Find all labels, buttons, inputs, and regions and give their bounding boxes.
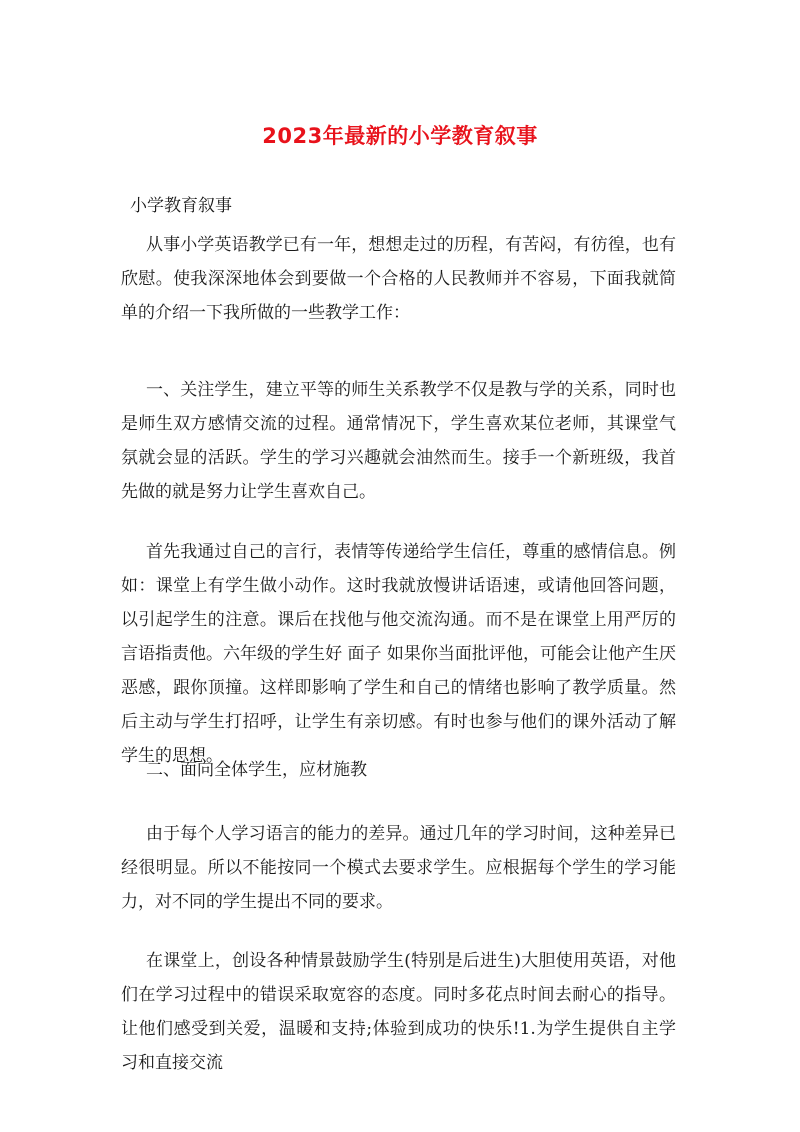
section-two-heading: 二、面向全体学生，应材施教 <box>146 760 367 780</box>
paragraph-section-one: 一、关注学生，建立平等的师生关系教学不仅是教与学的关系，同时也是师生双方感情交流的过程。通常情况下，学生喜欢某位老师，其课堂气氛就会显的活跃。学生的学习兴趣就会油然而生。接手一个新班级，我首先做的就是努力让学生喜欢自己。 <box>121 380 676 502</box>
document-title: 2023年最新的小学教育叙事 <box>262 124 538 148</box>
document-subtitle: 小学教育叙事 <box>130 196 232 216</box>
paragraph-intro: 从事小学英语教学已有一年，想想走过的历程，有苦闷，有彷徨，也有欣慰。使我深深地体会到要做一个合格的人民教师并不容易，下面我就简单的介绍一下我所做的一些教学工作： <box>121 235 676 323</box>
paragraph-classroom: 在课堂上，创设各种情景鼓励学生(特别是后进生)大胆使用英语，对他们在学习过程中的错误采取宽容的态度。同时多花点时间去耐心的指导。让他们感受到关爱，温暖和支持;体验到成功的快乐!1.为学生提供自主学习和直接交流 <box>121 951 676 1073</box>
paragraph-differences: 由于每个人学习语言的能力的差异。通过几年的学习时间，这种差异已经很明显。所以不能按同一个模式去要求学生。应根据每个学生的学习能力，对不同的学生提出不同的要求。 <box>121 824 676 912</box>
paragraph-example: 首先我通过自己的言行，表情等传递给学生信任，尊重的感情信息。例如：课堂上有学生做小动作。这时我就放慢讲话语速，或请他回答问题，以引起学生的注意。课后在找他与他交流沟通。而不是在课堂上用严厉的言语指责他。六年级的学生好 面子 如果你当面批评他，可能会让他产生厌恶感，跟你顶撞。这样即影响了学生和自己的情绪也影响了教学质量。然后主动与学生打招呼，让学生有亲切感。有时也参与他们的课外活动了解学生的思想。 <box>121 542 676 766</box>
